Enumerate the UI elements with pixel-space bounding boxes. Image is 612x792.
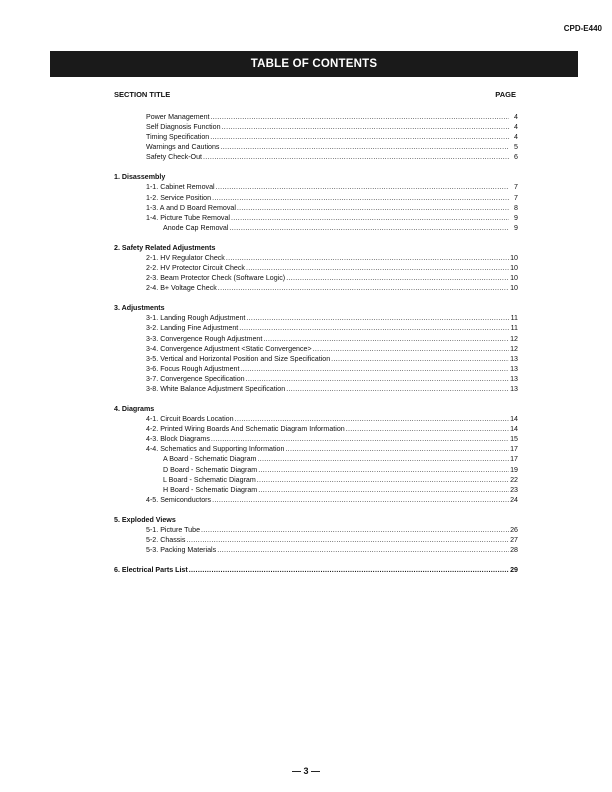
toc-entry[interactable]: [114, 182, 518, 192]
toc-entry-page: 14: [510, 415, 518, 424]
toc-entry-label: A Board - Schematic Diagram: [163, 455, 257, 464]
dot-leader: [216, 182, 509, 192]
toc-entry[interactable]: [114, 384, 518, 394]
toc-entry-label: D Board - Schematic Diagram: [163, 465, 258, 474]
toc-entry-page: 4: [514, 113, 518, 121]
toc-entry[interactable]: [114, 273, 518, 283]
toc-entry[interactable]: [114, 354, 518, 364]
model-number: CPD-E440: [563, 24, 602, 33]
toc-entry-page: 10: [510, 264, 518, 273]
toc-entry[interactable]: [114, 434, 518, 444]
toc-entry[interactable]: [114, 112, 518, 122]
dot-leader: [258, 465, 509, 475]
toc-section-title: 5. Exploded Views: [114, 515, 176, 524]
toc-entry[interactable]: [114, 283, 518, 293]
toc-entry-page: 23: [510, 485, 518, 494]
dot-leader: [231, 213, 509, 223]
toc-entry-page: 10: [510, 274, 518, 283]
toc-section-title: 2. Safety Related Adjustments: [114, 243, 216, 252]
toc-entry[interactable]: [114, 485, 518, 495]
toc-entry-label: Warnings and Cautions: [146, 143, 220, 152]
dot-leader: [286, 384, 509, 394]
toc-entry-page: 6: [514, 153, 518, 162]
dot-leader: [263, 334, 509, 344]
toc-entry[interactable]: [114, 122, 518, 132]
toc-entry-label: 4-1. Circuit Boards Location: [146, 415, 234, 424]
dot-leader: [217, 545, 509, 555]
toc-entry-page: 9: [514, 213, 518, 222]
page-number: — 3 —: [291, 766, 320, 776]
toc-entry-label: 4-5. Semiconductors: [146, 495, 212, 504]
toc-entry-label: 1-1. Cabinet Removal: [146, 183, 215, 192]
toc-section: [114, 112, 518, 162]
toc-entry[interactable]: [114, 152, 518, 162]
toc-entry-label: 6. Electrical Parts List: [114, 566, 188, 575]
toc-entry[interactable]: [114, 364, 518, 374]
toc-entry-page: 28: [510, 546, 518, 555]
toc-entry-label: 3-6. Focus Rough Adjustment: [146, 364, 240, 373]
dot-leader: [226, 253, 509, 263]
toc-entry[interactable]: [114, 344, 518, 354]
dot-leader: [331, 354, 509, 364]
dot-leader: [237, 203, 509, 213]
dot-leader: [257, 475, 509, 485]
toc-entry-page: 5: [514, 143, 518, 152]
toc-entry-page: 4: [514, 133, 518, 142]
dot-leader: [222, 122, 509, 132]
toc-entry-page: 19: [510, 465, 518, 474]
toc-entry-label: 3-7. Convergence Specification: [146, 374, 245, 383]
toc-entry[interactable]: [114, 223, 518, 233]
toc-entry[interactable]: [114, 334, 518, 344]
dot-leader: [246, 263, 509, 273]
toc-section-title: 3. Adjustments: [114, 304, 165, 313]
toc-entry[interactable]: [114, 142, 518, 152]
dot-leader: [229, 223, 509, 233]
toc-entry-label: Safety Check-Out: [146, 153, 202, 162]
toc-entry-page: 4: [514, 123, 518, 132]
toc-section: [114, 172, 518, 232]
toc-entry-label: 2-3. Beam Protector Check (Software Logic): [146, 274, 286, 283]
toc-entry[interactable]: [114, 374, 518, 384]
toc-entry-label: 3-8. White Balance Adjustment Specification: [146, 384, 286, 393]
toc-entry-label: 3-1. Landing Rough Adjustment: [146, 314, 246, 323]
toc-entry[interactable]: [114, 535, 518, 545]
dot-leader: [346, 424, 509, 434]
toc-entry-label: 2-4. B+ Voltage Check: [146, 284, 217, 293]
dot-leader: [201, 525, 509, 535]
toc-entry-label: 5-2. Chassis: [146, 536, 186, 544]
toc-entry[interactable]: [114, 465, 518, 475]
toc-entry-page: 17: [510, 455, 518, 464]
dot-leader: [240, 364, 509, 374]
toc-entry-page: 7: [514, 183, 518, 192]
toc-entry-label: 4-4. Schematics and Supporting Information: [146, 445, 285, 454]
toc-entry-label: 3-2. Landing Fine Adjustment: [146, 324, 239, 333]
toc-entry-label: Anode Cap Removal: [163, 223, 229, 232]
toc-entry-label: Timing Specification: [146, 133, 210, 142]
toc-entry-page: 26: [510, 525, 518, 534]
dot-leader: [220, 142, 509, 152]
toc-entry-label: 4-2. Printed Wiring Boards And Schematic Diagram Information: [146, 425, 345, 434]
dot-leader: [212, 495, 509, 505]
toc-entry-label: 3-4. Convergence Adjustment <Static Convergence>: [146, 344, 312, 353]
toc-entry[interactable]: [114, 323, 518, 333]
toc-entry-page: 22: [510, 475, 518, 484]
toc-entry[interactable]: [114, 414, 518, 424]
page-title: TABLE OF CONTENTS: [250, 58, 378, 70]
toc-entry-label: Self Diagnosis Function: [146, 123, 221, 132]
toc-entry-label: L Board - Schematic Diagram: [163, 475, 256, 484]
dot-leader: [235, 414, 509, 424]
dot-leader: [246, 313, 509, 323]
toc-section-title: 4. Diagrams: [114, 405, 155, 414]
table-of-contents: [114, 112, 518, 585]
toc-entry-page: 11: [510, 324, 518, 333]
toc-entry-page: 13: [510, 384, 518, 393]
toc-entry-page: 29: [510, 566, 518, 575]
toc-section: [114, 303, 518, 394]
toc-entry-page: 15: [510, 435, 518, 444]
page-title-bar: [50, 51, 578, 77]
dot-leader: [210, 132, 509, 142]
dot-leader: [211, 434, 509, 444]
dot-leader: [186, 535, 509, 545]
toc-entry-label: 1-4. Picture Tube Removal: [146, 213, 230, 222]
dot-leader: [239, 323, 509, 333]
toc-entry-label: 4-3. Block Diagrams: [146, 435, 210, 444]
toc-entry-label: 1-2. Service Position: [146, 193, 212, 202]
dot-leader: [257, 454, 509, 464]
dot-leader: [212, 193, 509, 203]
dot-leader: [218, 283, 509, 293]
toc-entry-page: 9: [514, 223, 518, 232]
dot-leader: [189, 565, 509, 575]
dot-leader: [203, 152, 509, 162]
page-header: PAGE: [495, 90, 516, 99]
toc-entry-label: 3-3. Convergence Rough Adjustment: [146, 334, 263, 343]
toc-entry-page: 14: [510, 425, 518, 434]
toc-entry[interactable]: [114, 444, 518, 454]
toc-entry-page: 10: [510, 253, 518, 262]
toc-entry[interactable]: [114, 565, 518, 575]
toc-entry-page: 27: [510, 536, 518, 544]
toc-entry-page: 12: [510, 334, 518, 343]
toc-entry[interactable]: [114, 545, 518, 555]
toc-entry-page: 7: [514, 193, 518, 202]
dot-leader: [313, 344, 509, 354]
toc-entry-label: 5-3. Packing Materials: [146, 546, 217, 555]
dot-leader: [258, 485, 509, 495]
section-title-header: SECTION TITLE: [114, 90, 171, 99]
toc-section: [114, 515, 518, 555]
toc-entry-page: 24: [510, 495, 518, 504]
toc-entry-page: 13: [510, 354, 518, 363]
toc-section-title: 1. Disassembly: [114, 173, 166, 182]
toc-entry-page: 11: [510, 314, 518, 323]
toc-entry-page: 8: [514, 203, 518, 212]
toc-entry-label: 3-5. Vertical and Horizontal Position and Size Specification: [146, 354, 331, 363]
toc-entry-label: 5-1. Picture Tube: [146, 525, 201, 534]
toc-section: [114, 404, 518, 505]
toc-entry-page: 12: [510, 344, 518, 353]
dot-leader: [285, 444, 509, 454]
toc-entry-label: Power Management: [146, 113, 210, 121]
toc-entry-label: 2-1. HV Regulator Check: [146, 253, 225, 262]
toc-entry-page: 13: [510, 374, 518, 383]
dot-leader: [246, 374, 509, 384]
toc-section: [114, 565, 518, 575]
toc-entry[interactable]: [114, 263, 518, 273]
toc-entry[interactable]: [114, 313, 518, 323]
toc-entry[interactable]: [114, 193, 518, 203]
toc-entry[interactable]: [114, 213, 518, 223]
toc-entry-page: 17: [510, 445, 518, 454]
toc-entry[interactable]: [114, 132, 518, 142]
toc-entry[interactable]: [114, 424, 518, 434]
toc-entry[interactable]: [114, 525, 518, 535]
toc-entry-label: 2-2. HV Protector Circuit Check: [146, 264, 245, 273]
toc-entry[interactable]: [114, 495, 518, 505]
toc-section: [114, 243, 518, 293]
toc-entry[interactable]: [114, 475, 518, 485]
dot-leader: [286, 273, 509, 283]
toc-entry-page: 13: [510, 364, 518, 373]
toc-entry-label: 1-3. A and D Board Removal: [146, 203, 236, 212]
toc-entry[interactable]: [114, 454, 518, 464]
toc-entry[interactable]: [114, 203, 518, 213]
toc-entry-page: 10: [510, 284, 518, 293]
toc-entry-label: H Board - Schematic Diagram: [163, 485, 258, 494]
dot-leader: [210, 112, 509, 122]
toc-entry[interactable]: [114, 253, 518, 263]
